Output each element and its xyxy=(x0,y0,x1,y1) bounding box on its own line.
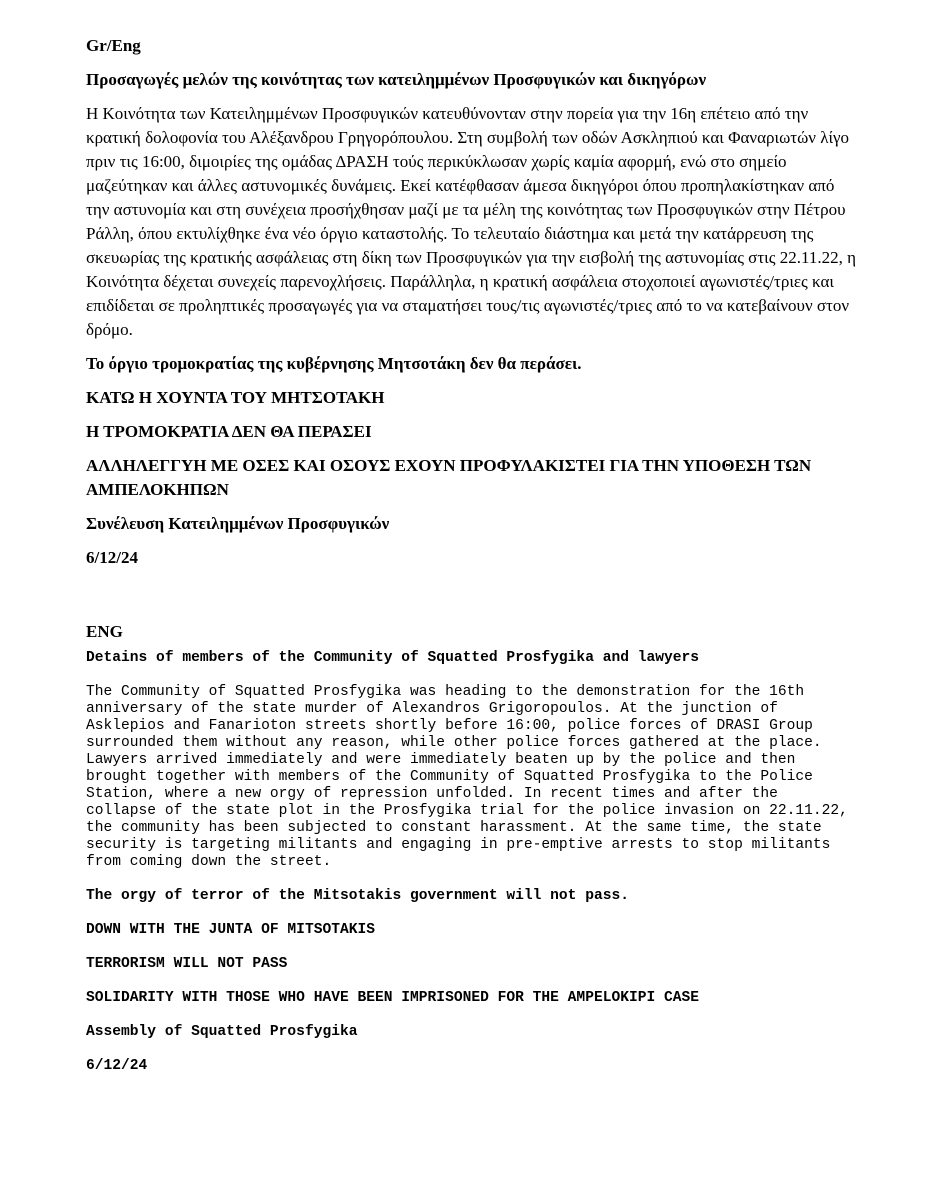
english-section xyxy=(86,620,856,1075)
document-page xyxy=(86,34,856,1075)
greek-date: 6/12/24 xyxy=(86,548,138,567)
greek-slogan-1: ΚΑΤΩ Η ΧΟΥΝΤΑ ΤΟΥ ΜΗΤΣΟΤΑΚΗ xyxy=(86,388,385,407)
english-title: Detains of members of the Community of Squatted Prosfygika and lawyers xyxy=(86,650,700,666)
english-slogan-2: TERRORISM WILL NOT PASS xyxy=(86,956,288,972)
greek-slogan-3: ΑΛΛΗΛΕΓΓΥΗ ΜΕ ΟΣΕΣ ΚΑΙ ΟΣΟΥΣ ΕΧΟΥΝ ΠΡΟΦΥΛΑΚΙΣΤΕΙ ΓΙΑ ΤΗΝ ΥΠΟΘΕΣΗ ΤΩΝ ΑΜΠΕΛΟΚΗΠΩΝ xyxy=(86,456,812,499)
language-tag: Gr/Eng xyxy=(86,36,141,55)
english-tag: ENG xyxy=(86,622,123,641)
greek-title: Προσαγωγές μελών της κοινότητας των κατειλημμένων Προσφυγικών και δικηγόρων xyxy=(86,70,707,89)
english-statement: The orgy of terror of the Mitsotakis government will not pass. xyxy=(86,888,629,904)
english-date: 6/12/24 xyxy=(86,1058,148,1074)
english-body: The Community of Squatted Prosfygika was heading to the demonstration for the 16th anniversary of the state murder of Alexandros Grigoropoulos. At the junction of Asklepios and Fanarioton streets shortly before 16:00, police forces of DRASI Group surrounded them without any reason, while other police forces gathered at the place. Lawyers arrived immediately and were immediately beaten up by the police and then brought together with members of the Community of Squatted Prosfygika to the Police Station, where a new orgy of repression unfolded. In recent times and after the collapse of the state plot in the Prosfygika trial for the police invasion on 22.11.22, the community has been subjected to constant harassment. At the same time, the state security is targeting militants and engaging in pre-emptive arrests to stop militants from coming down the street. xyxy=(86,684,848,870)
greek-signature: Συνέλευση Κατειλημμένων Προσφυγικών xyxy=(86,514,390,533)
english-slogan-1: DOWN WITH THE JUNTA OF MITSOTAKIS xyxy=(86,922,376,938)
greek-body: Η Κοινότητα των Κατειλημμένων Προσφυγικών κατευθύνονταν στην πορεία για την 16η επέτειο από την κρατική δολοφονία του Αλέξανδρου Γρηγορόπουλου. Στη συμβολή των οδών Ασκληπιού και Φαναριωτών λίγο πριν τις 16:00, διμοιρίες της ομάδας ΔΡΑΣΗ τούς περικύκλωσαν χωρίς καμία αφορμή, ενώ στο σημείο μαζεύτηκαν και άλλες αστυνομικές δυνάμεις. Εκεί κατέφθασαν άμεσα δικηγόροι όπου προπηλακίστηκαν από την αστυνομία και στη συνέχεια προσήχθησαν μαζί με τα μέλη της κοινότητας των Προσφυγικών στην Πέτρου Ράλλη, όπου εκτυλίχθηκε ένα νέο όργιο καταστολής. Το τελευταίο διάστημα και μετά την κατάρρευση της σκευωρίας της κρατικής ασφάλειας στη δίκη των Προσφυγικών για την εισβολή της αστυνομίας στις 22.11.22, η Κοινότητα δέχεται συνεχείς παρενοχλήσεις. Παράλληλα, η κρατική ασφάλεια στοχοποιεί αγωνιστές/τριες και επιδίδεται σε προληπτικές προσαγωγές για να σταματήσει τους/τις αγωνιστές/τριες από το να κατεβαίνουν στον δρόμο. xyxy=(86,104,856,339)
english-signature: Assembly of Squatted Prosfygika xyxy=(86,1024,358,1040)
greek-statement: Το όργιο τρομοκρατίας της κυβέρνησης Μητσοτάκη δεν θα περάσει. xyxy=(86,354,582,373)
greek-slogan-2: Η ΤΡΟΜΟΚΡΑΤΙΑ ΔΕΝ ΘΑ ΠΕΡΑΣΕΙ xyxy=(86,422,372,441)
english-slogan-3: SOLIDARITY WITH THOSE WHO HAVE BEEN IMPRISONED FOR THE AMPELOKIPI CASE xyxy=(86,990,700,1006)
greek-section xyxy=(86,34,856,570)
